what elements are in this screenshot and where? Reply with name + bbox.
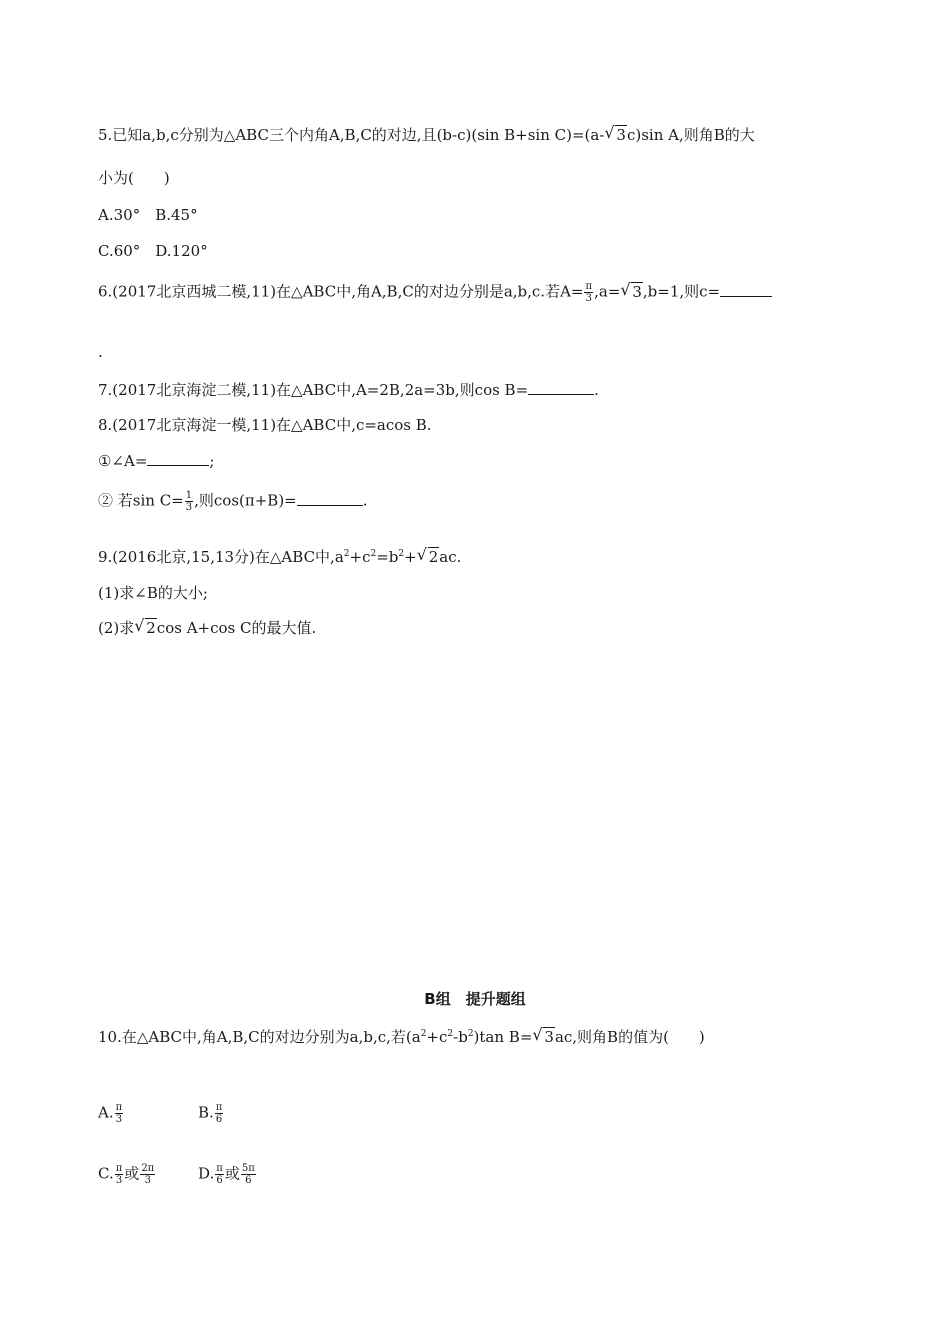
superscript: 2 (370, 549, 377, 559)
q9-text-c: =b (376, 548, 399, 566)
q9-p2-text-b: cos A+cos C的最大值. (156, 619, 317, 637)
question-9-part-2 (98, 618, 316, 638)
q10-text-d: )tan B= (473, 1028, 533, 1046)
q9-text-e: ac. (439, 548, 462, 566)
option-d: D. $\frac{\pi}{6}$ 或 $\frac{5\pi}{6}$ (198, 1163, 255, 1186)
q9-text-a: 9.(2016北京,15,13分)在△ABC中,a (98, 548, 344, 566)
superscript: 2 (343, 549, 350, 559)
question-7 (98, 380, 599, 400)
question-8-part-1 (98, 451, 214, 471)
q8-part1-end: ; (209, 452, 215, 470)
superscript: 2 (447, 1029, 454, 1039)
option-a: A. $\frac{\pi}{3}$ (98, 1102, 123, 1125)
q8-part1-text: ①∠A= (98, 452, 148, 470)
answer-blank[interactable] (528, 380, 594, 395)
q6-text-a: 6.(2017北京西城二模,11)在△ABC中,角A,B,C的对边分别是a,b,c.若A= (98, 282, 584, 301)
q10-text-c: -b (453, 1028, 468, 1046)
section-title: B组 提升题组 (424, 990, 526, 1008)
answer-blank[interactable] (147, 451, 209, 466)
q9-text-d: + (404, 548, 417, 566)
question-5-line-2: 小为( ) (98, 169, 170, 187)
question-5-options-ab: A.30° B.45° (98, 206, 198, 224)
question-6-tail: . (98, 343, 103, 361)
answer-blank[interactable] (297, 491, 363, 506)
q8-part2-end: . (362, 491, 368, 510)
sqrt-symbol: √ 3 (620, 279, 642, 301)
question-10 (98, 1027, 705, 1047)
q6-text-c: ,b=1,则c= (642, 282, 721, 301)
fraction: $\frac{1}{3}$ (185, 490, 193, 513)
question-8-part-2 (98, 490, 368, 513)
q5-text-b: c)sin A,则角B的大 (626, 126, 755, 144)
fraction: $\frac{\pi}{3}$ (585, 281, 593, 304)
question-5-options-cd: C.60° D.120° (98, 242, 208, 260)
q10-text-b: +c (426, 1028, 448, 1046)
question-5-line-1 (98, 125, 755, 145)
sqrt-symbol: √ 3 (604, 123, 626, 144)
sqrt-symbol: √ 3 (532, 1025, 554, 1046)
option-b: B. $\frac{\pi}{6}$ (198, 1102, 223, 1125)
question-9 (98, 547, 461, 567)
q8-part2-text-a: ② 若sin C= (98, 491, 184, 510)
q9-p2-text-a: (2)求 (98, 619, 135, 637)
superscript: 2 (420, 1029, 427, 1039)
question-8: 8.(2017北京海淀一模,11)在△ABC中,c=acos B. (98, 416, 432, 434)
q7-text-b: . (594, 381, 599, 399)
q5-text-a: 5.已知a,b,c分别为△ABC三个内角A,B,C的对边,且(b-c)(sin B+sin C)=(a- (98, 126, 605, 144)
q10-text-e: ac,则角B的值为( ) (554, 1028, 705, 1046)
question-9-part-1: (1)求∠B的大小; (98, 584, 208, 602)
q9-text-b: +c (349, 548, 371, 566)
sqrt-symbol: √ 2 (134, 616, 156, 637)
superscript: 2 (398, 549, 405, 559)
superscript: 2 (467, 1029, 474, 1039)
answer-blank[interactable] (720, 282, 772, 297)
q7-text-a: 7.(2017北京海淀二模,11)在△ABC中,A=2B,2a=3b,则cos B= (98, 381, 529, 399)
q10-text-a: 10.在△ABC中,角A,B,C的对边分别为a,b,c,若(a (98, 1028, 421, 1046)
q8-part2-text-b: ,则cos(π+B)= (194, 491, 297, 510)
sqrt-symbol: √ 2 (416, 545, 439, 566)
q6-text-b: ,a= (594, 282, 621, 301)
option-c: C. $\frac{\pi}{3}$ 或 $\frac{2\pi}{3}$ (98, 1163, 155, 1186)
question-6 (98, 281, 772, 304)
